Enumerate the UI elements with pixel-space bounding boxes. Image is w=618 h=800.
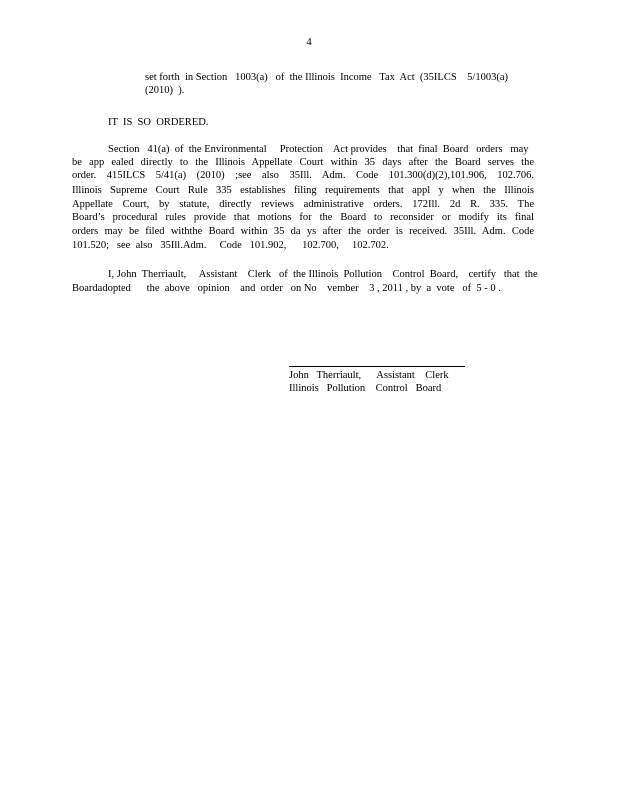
signatory-organization: Illinois Pollution Control Board	[289, 383, 442, 394]
signatory-name: John Therriault, Assistant Clerk	[289, 370, 449, 381]
appeal-paragraph-line: orders may be filed withthe Board within 35 da ys after the order is received. 35Ill. Adm. Code	[72, 226, 534, 237]
intro-text-line-2: (2010) ).	[145, 85, 185, 96]
signature-line	[289, 366, 465, 367]
appeal-paragraph-line: 101.520; see also 35Ill.Adm. Code 101.902, 102.700, 102.702.	[72, 240, 389, 251]
appeal-paragraph-line: Illinois Supreme Court Rule 335 establishes filing requirements that appl y when the Illinois	[72, 185, 534, 196]
appeal-paragraph-line: Board’s procedural rules provide that motions for the Board to reconsider or modify its final	[72, 212, 534, 223]
appeal-paragraph-line: Section 41(a) of the Environmental Protection Act provides that final Board orders may	[108, 144, 529, 155]
appeal-paragraph-line: order. 415ILCS 5/41(a) (2010) ;see also 35Ill. Adm. Code 101.300(d)(2),101.906, 102.706.	[72, 170, 534, 181]
appeal-paragraph-line: be app ealed directly to the Illinois Appellate Court within 35 days after the Board serves the	[72, 157, 534, 168]
appeal-paragraph-line: Appellate Court, by statute, directly reviews administrative orders. 172Ill. 2d R. 335. The	[72, 199, 534, 210]
page-number: 4	[306, 36, 312, 48]
ordered-statement: IT IS SO ORDERED.	[108, 117, 209, 128]
certify-paragraph-line: Boardadopted the above opinion and order on No vember 3 , 2011 , by a vote of 5 - 0 .	[72, 283, 501, 294]
intro-text-line-1: set forth in Section 1003(a) of the Illinois Income Tax Act (35ILCS 5/1003(a)	[145, 72, 509, 83]
certify-paragraph-line: I, John Therriault, Assistant Clerk of the Illinois Pollution Control Board, certify that the	[108, 269, 538, 280]
